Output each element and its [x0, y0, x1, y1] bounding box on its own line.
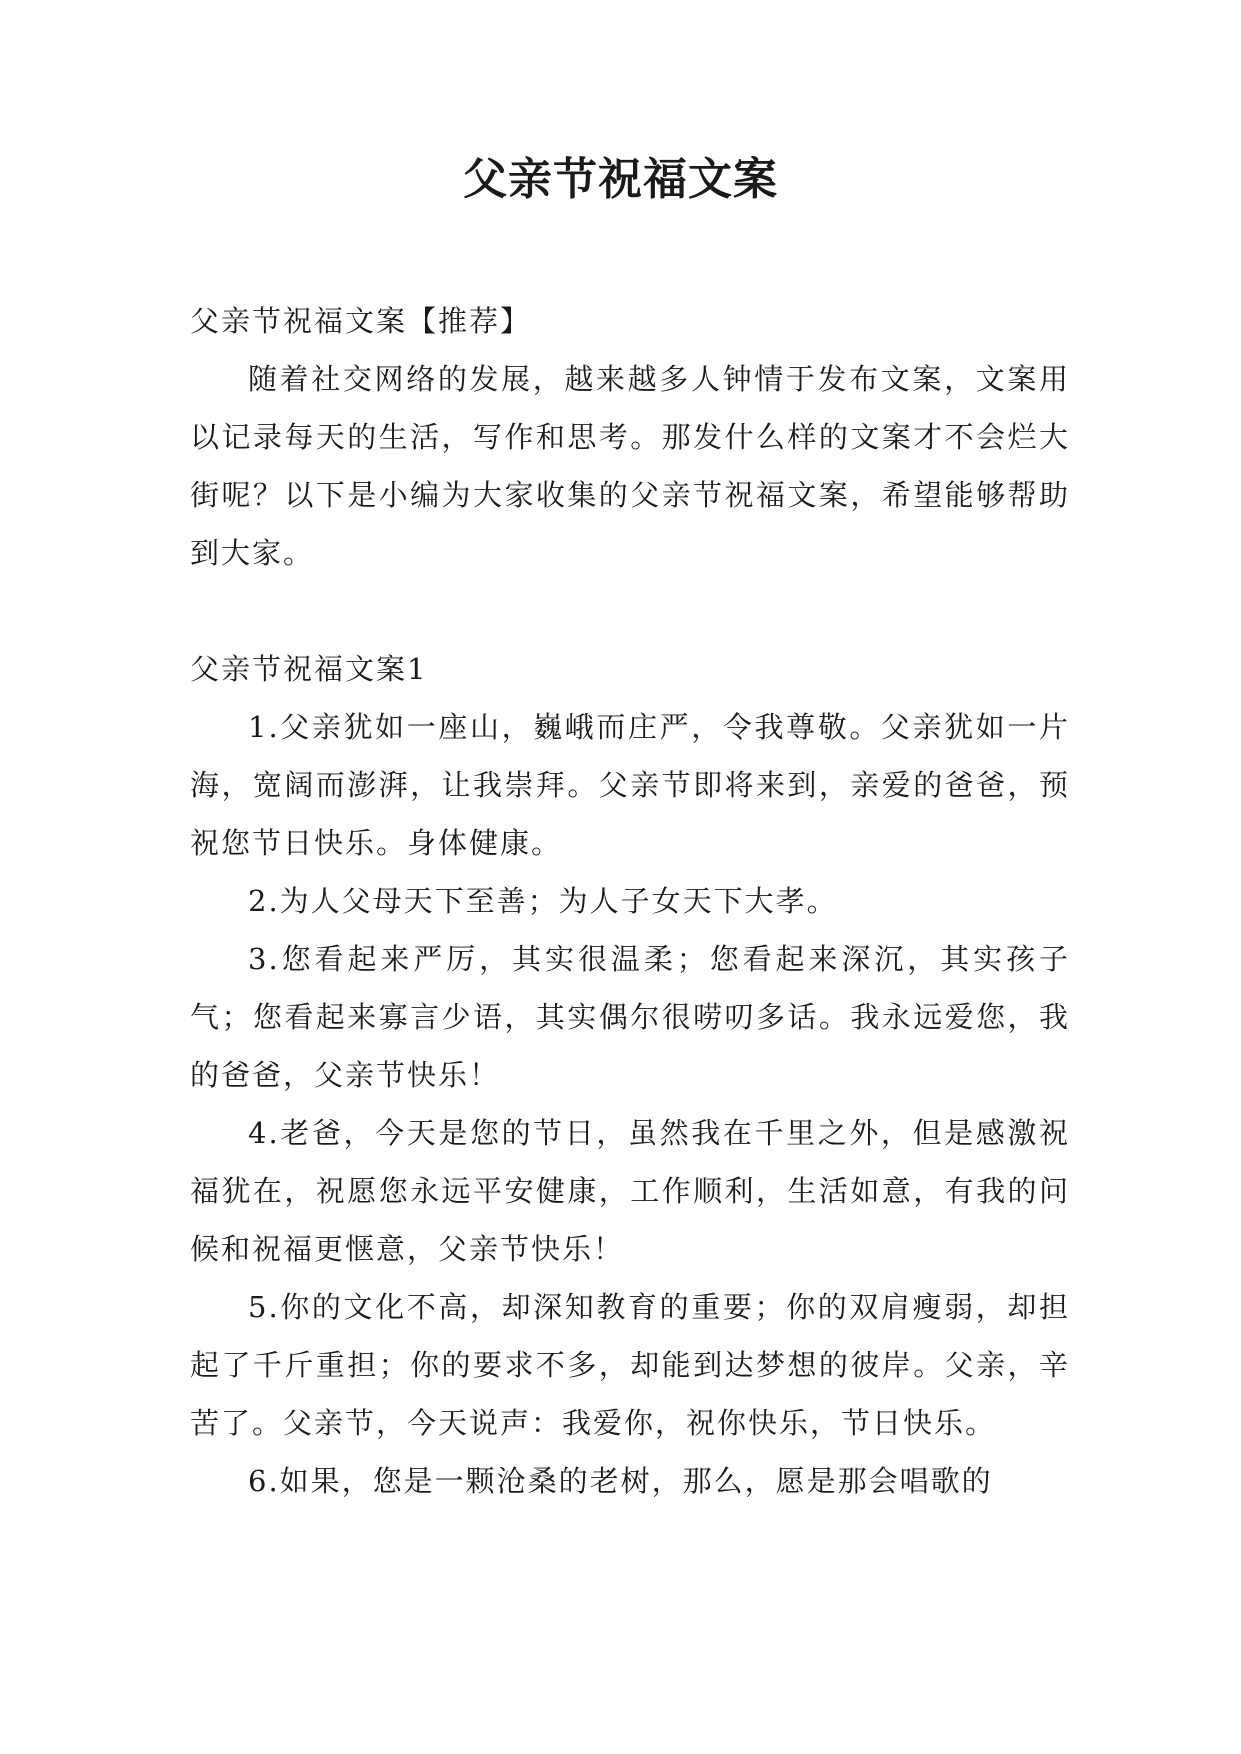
list-item: 3.您看起来严厉，其实很温柔；您看起来深沉，其实孩子气；您看起来寡言少语，其实偶尔很唠叨多话。我永远爱您，我的爸爸，父亲节快乐！: [190, 942, 1070, 1092]
list-item: 1.父亲犹如一座山，巍峨而庄严，令我尊敬。父亲犹如一片海，宽阔而澎湃，让我崇拜。父亲节即将来到，亲爱的爸爸，预祝您节日快乐。身体健康。: [190, 710, 1070, 860]
list-item: 5.你的文化不高，却深知教育的重要；你的双肩瘦弱，却担起了千斤重担；你的要求不多，却能到达梦想的彼岸。父亲，辛苦了。父亲节，今天说声：我爱你，祝你快乐，节日快乐。: [190, 1290, 1070, 1440]
intro-paragraph: 随着社交网络的发展，越来越多人钟情于发布文案，文案用以记录每天的生活，写作和思考。那发什么样的文案才不会烂大街呢？以下是小编为大家收集的父亲节祝福文案，希望能够帮助到大家。: [190, 362, 1070, 570]
list-item: 2.为人父母天下至善；为人子女天下大孝。: [248, 884, 838, 918]
document-title: 父亲节祝福文案: [463, 154, 778, 205]
list-item: 6.如果，您是一颗沧桑的老树，那么，愿是那会唱歌的: [248, 1464, 993, 1498]
list-item: 4.老爸，今天是您的节日，虽然我在千里之外，但是感激祝福犹在，祝愿您永远平安健康，工作顺利，生活如意，有我的问候和祝福更惬意，父亲节快乐！: [190, 1116, 1070, 1266]
section-heading: 父亲节祝福文案1: [190, 652, 428, 686]
document-body: [190, 292, 1070, 1510]
intro-heading: 父亲节祝福文案【推荐】: [190, 304, 532, 338]
section-spacer: [190, 582, 1070, 640]
